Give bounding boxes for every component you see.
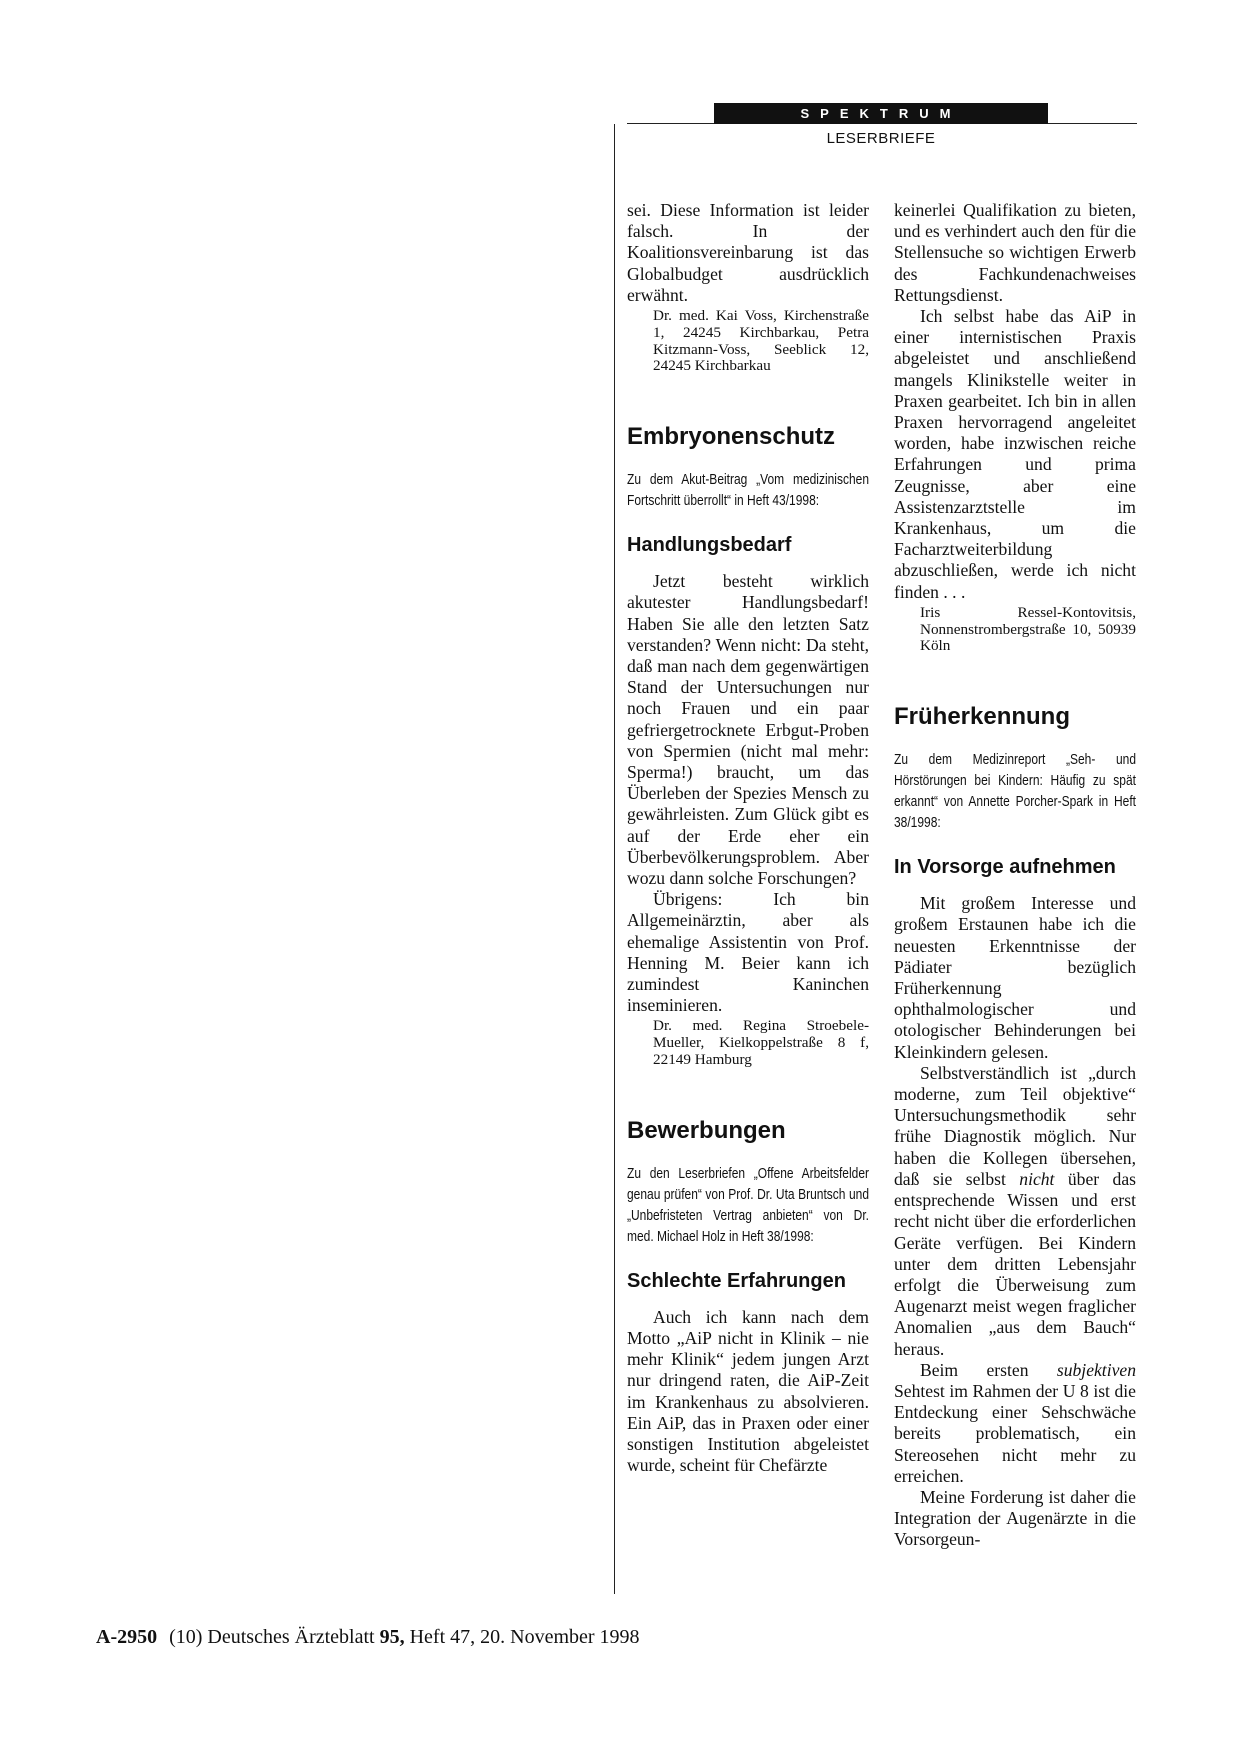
- letter-signature: Iris Ressel-Kontovitsis, Nonnenstrombergstraße 10, 50939 Köln: [920, 603, 1136, 655]
- letter-signature: Dr. med. Kai Voss, Kirchenstraße 1, 24245 Kirchbarkau, Petra Kitzmann-Voss, Seeblick 12, 24245 Kirchbarkau: [653, 307, 869, 375]
- letter-paragraph: Selbstverständlich ist „durch moderne, zum Teil objektive“ Untersuchungsmethodik sehr frühe Diagnostik möglich. Nur haben die Kollegen übersehen, daß sie selbst nicht über das entsprechende Wissen und erst recht nicht über die erforderlichen Geräte verfügen. Bei Kindern unter dem dritten Lebensjahr erfolgt die Überweisung zum Augenarzt meist wegen fraglicher Anomalien „aus dem Bauch“ heraus.: [894, 1062, 1136, 1359]
- letter-title-handlungsbedarf: Handlungsbedarf: [627, 534, 792, 557]
- letter-paragraph: Meine Forderung ist daher die Integration der Augenärzte in die Vorsorgeun-: [894, 1486, 1136, 1550]
- page-footer: [96, 1625, 640, 1649]
- letter-paragraph: Jetzt besteht wirklich akutester Handlungsbedarf! Haben Sie alle den letzten Satz verstanden? Wenn nicht: Da steht, daß man nach dem gegenwärtigen Stand der Untersuchungen nur noch Frauen und ein paar gefriergetrocknete Erbgut-Proben von Spermien (nicht mal mehr: Sperma!) braucht, um das Überleben der Spezies Mensch zu gewährleisten. Zum Glück gibt es auf der Erde eher ein Überbevölkerungsproblem. Aber wozu dann solche Forschungen?: [627, 571, 869, 889]
- column-left: [627, 200, 869, 1476]
- issue-date: Heft 47, 20. November 1998: [409, 1626, 640, 1648]
- section-heading-embryonenschutz: Embryonenschutz: [627, 423, 836, 451]
- section-intro: Zu den Leserbriefen „Offene Arbeitsfelder genau prüfen“ von Prof. Dr. Uta Bruntsch und „Unbefristeten Vertrag anbieten“ von Dr. med. Michael Holz in Heft 38/1998:: [627, 1164, 869, 1245]
- continued-text: keinerlei Qualifikation zu bieten, und es verhindert auch den für die Stellensuche so wichtigen Erwerb des Fachkundenachweises Rettungsdienst.: [894, 200, 1136, 305]
- column-rule: [614, 124, 615, 1594]
- letter-paragraph: Ich selbst habe das AiP in einer internistischen Praxis abgeleistet und anschließend mangels Klinikstelle weiter in Praxen gearbeitet. Ich bin in allen Praxen hervorragend angeleitet worden, habe inzwischen reiche Erfahrungen und prima Zeugnisse, aber eine Assistenzarztstelle im Krankenhaus, um die Facharztweiterbildung abzuschließen, werde ich nicht finden . . .: [894, 306, 1136, 602]
- column-right: [894, 200, 1136, 1551]
- letter-paragraph: Übrigens: Ich bin Allgemeinärztin, aber als ehemalige Assistentin von Prof. Henning M. Beier kann ich zumindest Kaninchen inseminieren.: [627, 889, 869, 1016]
- letter-paragraph: Mit großem Interesse und großem Erstaunen habe ich die neuesten Erkenntnisse der Pädiater bezüglich Früherkennung ophthalmologischer und otologischer Behinderungen bei Kleinkindern gelesen.: [894, 893, 1136, 1062]
- letter-signature: Dr. med. Regina Stroebele-Mueller, Kielkoppelstraße 8 f, 22149 Hamburg: [653, 1017, 869, 1069]
- volume-number: 95,: [379, 1626, 405, 1648]
- page-code: A-2950: [96, 1626, 158, 1648]
- opening-text: sei. Diese Information ist leider falsch. In der Koalitionsvereinbarung ist das Globalbudget ausdrücklich erwähnt.: [627, 200, 869, 305]
- letter-title-schlechte-erfahrungen: Schlechte Erfahrungen: [627, 1269, 846, 1292]
- section-heading-frueherkennung: Früherkennung: [894, 703, 1071, 731]
- letter-paragraph: Auch ich kann nach dem Motto „AiP nicht in Klinik – nie mehr Klinik“ jedem jungen Arzt nur dringend raten, die AiP-Zeit im Krankenhaus zu absolvieren. Ein AiP, das in Praxen oder einer sonstigen Institution abgeleistet wurde, scheint für Chefärzte: [627, 1306, 869, 1476]
- journal-name: (10) Deutsches Ärzteblatt: [169, 1626, 375, 1648]
- section-intro: Zu dem Medizinreport „Seh- und Hörstörungen bei Kindern: Häufig zu spät erkannt“ von Annette Porcher-Spark in Heft 38/1998:: [894, 751, 1136, 832]
- header-rule-left: [627, 123, 714, 124]
- header-rule-right: [1048, 123, 1137, 124]
- section-banner: SPEKTRUM: [714, 103, 1048, 124]
- section-intro: Zu dem Akut-Beitrag „Vom medizinischen Fortschritt überrollt“ in Heft 43/1998:: [627, 471, 869, 510]
- letter-paragraph: Beim ersten subjektiven Sehtest im Rahmen der U 8 ist die Entdeckung einer Sehschwäche bereits problematisch, ein Stereosehen nicht mehr zu erreichen.: [894, 1359, 1136, 1486]
- section-heading-bewerbungen: Bewerbungen: [627, 1116, 786, 1144]
- subsection-label: LESERBRIEFE: [826, 130, 936, 147]
- letter-title-in-vorsorge-aufnehmen: In Vorsorge aufnehmen: [894, 856, 1116, 879]
